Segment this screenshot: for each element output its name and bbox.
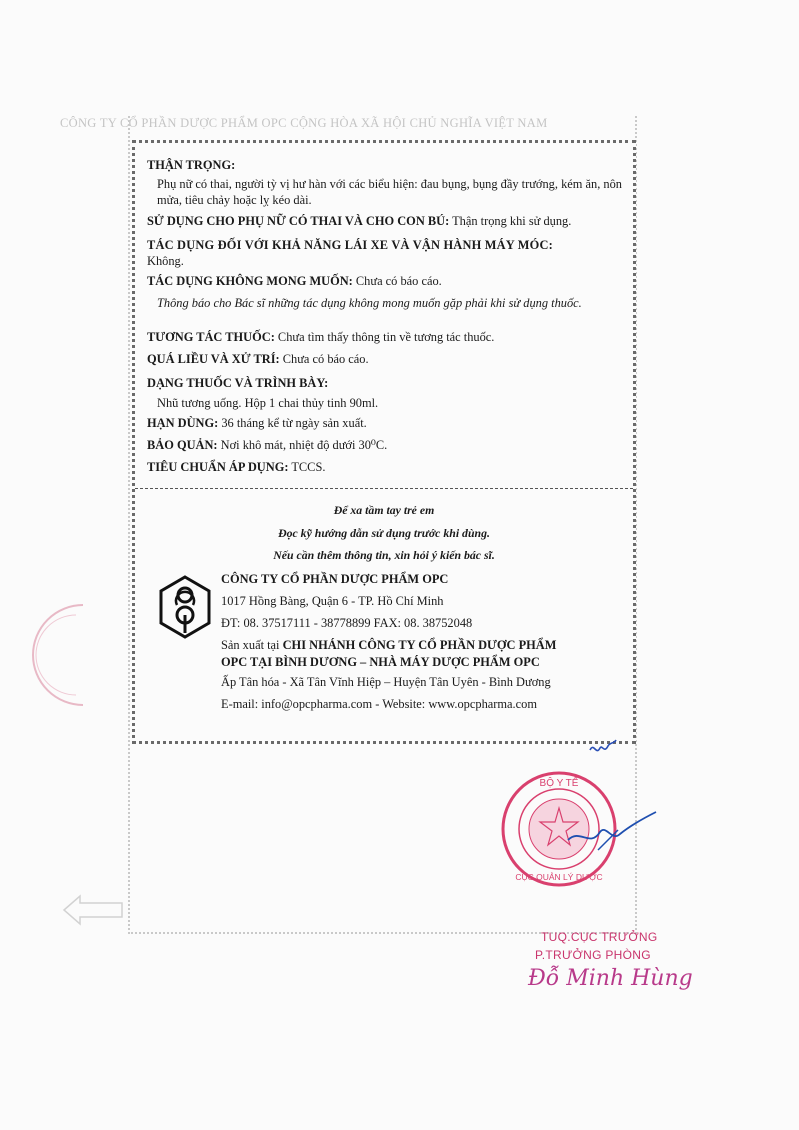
section-dosage-form bbox=[147, 375, 623, 411]
interactions-heading: TƯƠNG TÁC THUỐC: bbox=[147, 330, 275, 344]
company-contact: E-mail: info@opcpharma.com - Website: www.opcpharma.com bbox=[221, 697, 537, 711]
stamp-top-text: BỘ Y TẾ bbox=[539, 778, 579, 789]
standard-text: TCCS. bbox=[288, 460, 326, 474]
signature-stroke-icon bbox=[560, 808, 660, 858]
company-address: 1017 Hồng Bàng, Quận 6 - TP. Hồ Chí Minh bbox=[221, 594, 444, 608]
approval-title-1: TUQ.CỤC TRƯỞNG bbox=[541, 930, 658, 944]
storage-text: Nơi khô mát, nhiệt độ dưới 30⁰C. bbox=[217, 438, 388, 452]
ghost-header-text: CÔNG TY CỔ PHẦN DƯỢC PHẨM OPC CỘNG HÒA XÃ HỘI CHỦ NGHĨA VIỆT NAM bbox=[60, 116, 548, 130]
side-effects-heading: TÁC DỤNG KHÔNG MONG MUỐN: bbox=[147, 274, 353, 288]
dosage-form-text: Nhũ tương uống. Hộp 1 chai thủy tinh 90ml. bbox=[157, 396, 379, 410]
driving-heading: TÁC DỤNG ĐỐI VỚI KHẢ NĂNG LÁI XE VÀ VẬN HÀNH MÁY MÓC: bbox=[147, 238, 553, 252]
handwritten-initial-icon bbox=[588, 738, 618, 760]
driving-text: Không. bbox=[147, 254, 184, 268]
section-side-effects bbox=[147, 273, 623, 289]
approver-signature-name: Đỗ Minh Hùng bbox=[528, 966, 693, 991]
side-effects-notice: Thông báo cho Bác sĩ những tác dụng không mong muốn gặp phải khi sử dụng thuốc. bbox=[157, 296, 582, 310]
branch-name-line1: CHI NHÁNH CÔNG TY CỔ PHẦN DƯỢC PHẨM bbox=[282, 638, 557, 652]
approval-title-2: P.TRƯỞNG PHÒNG bbox=[535, 948, 651, 962]
section-expiry bbox=[147, 415, 623, 431]
section-storage bbox=[147, 437, 623, 453]
branch-address: Ấp Tân hóa - Xã Tân Vĩnh Hiệp – Huyện Tân Uyên - Bình Dương bbox=[221, 675, 551, 689]
section-overdose bbox=[147, 351, 623, 367]
warning-children: Để xa tầm tay trẻ em bbox=[333, 503, 435, 517]
interactions-text: Chưa tìm thấy thông tin về tương tác thuốc. bbox=[274, 330, 495, 344]
stamp-bottom-text: CỤC QUẢN LÝ DƯỢC bbox=[515, 872, 603, 882]
warning-ask-doctor: Nếu cần thêm thông tin, xin hỏi ý kiến bác sĩ. bbox=[273, 548, 495, 562]
section-precautions bbox=[147, 157, 623, 208]
leaflet-box bbox=[132, 140, 636, 744]
storage-heading: BẢO QUẢN: bbox=[147, 438, 218, 452]
expiry-text: 36 tháng kể từ ngày sản xuất. bbox=[218, 416, 367, 430]
branch-name-line2: OPC TẠI BÌNH DƯƠNG – NHÀ MÁY DƯỢC PHẨM OPC bbox=[221, 655, 540, 669]
section-interactions bbox=[147, 329, 623, 345]
faded-stamp-left bbox=[28, 600, 88, 710]
pregnancy-heading: SỬ DỤNG CHO PHỤ NỮ CÓ THAI VÀ CHO CON BÚ: bbox=[147, 214, 450, 228]
warning-read-instructions: Đọc kỹ hướng dẫn sử dụng trước khi dùng. bbox=[278, 526, 490, 540]
side-effects-text: Chưa có báo cáo. bbox=[352, 274, 442, 288]
ghost-arrow-icon bbox=[62, 893, 124, 927]
pregnancy-text: Thận trọng khi sử dụng. bbox=[449, 214, 572, 228]
company-branch bbox=[221, 637, 556, 654]
overdose-text: Chưa có báo cáo. bbox=[279, 352, 369, 366]
opc-logo-icon bbox=[157, 575, 213, 639]
made-at-label: Sản xuất tại bbox=[221, 638, 283, 652]
section-divider bbox=[135, 488, 633, 489]
section-driving bbox=[147, 237, 623, 269]
company-name: CÔNG TY CỔ PHẦN DƯỢC PHẨM OPC bbox=[221, 572, 449, 586]
section-standard bbox=[147, 459, 623, 475]
overdose-heading: QUÁ LIỀU VÀ XỬ TRÍ: bbox=[147, 352, 280, 366]
precautions-heading: THẬN TRỌNG: bbox=[147, 158, 236, 172]
company-phone: ĐT: 08. 37517111 - 38778899 FAX: 08. 38752048 bbox=[221, 616, 473, 630]
section-pregnancy bbox=[147, 213, 623, 229]
precautions-text: Phụ nữ có thai, người tỳ vị hư hàn với các biểu hiện: đau bụng, bụng đầy trướng, kém ăn, nôn mửa, tiêu chảy hoặc lỵ kéo dài. bbox=[157, 177, 622, 207]
standard-heading: TIÊU CHUẨN ÁP DỤNG: bbox=[147, 460, 289, 474]
expiry-heading: HẠN DÙNG: bbox=[147, 416, 219, 430]
dosage-form-heading: DẠNG THUỐC VÀ TRÌNH BÀY: bbox=[147, 376, 329, 390]
